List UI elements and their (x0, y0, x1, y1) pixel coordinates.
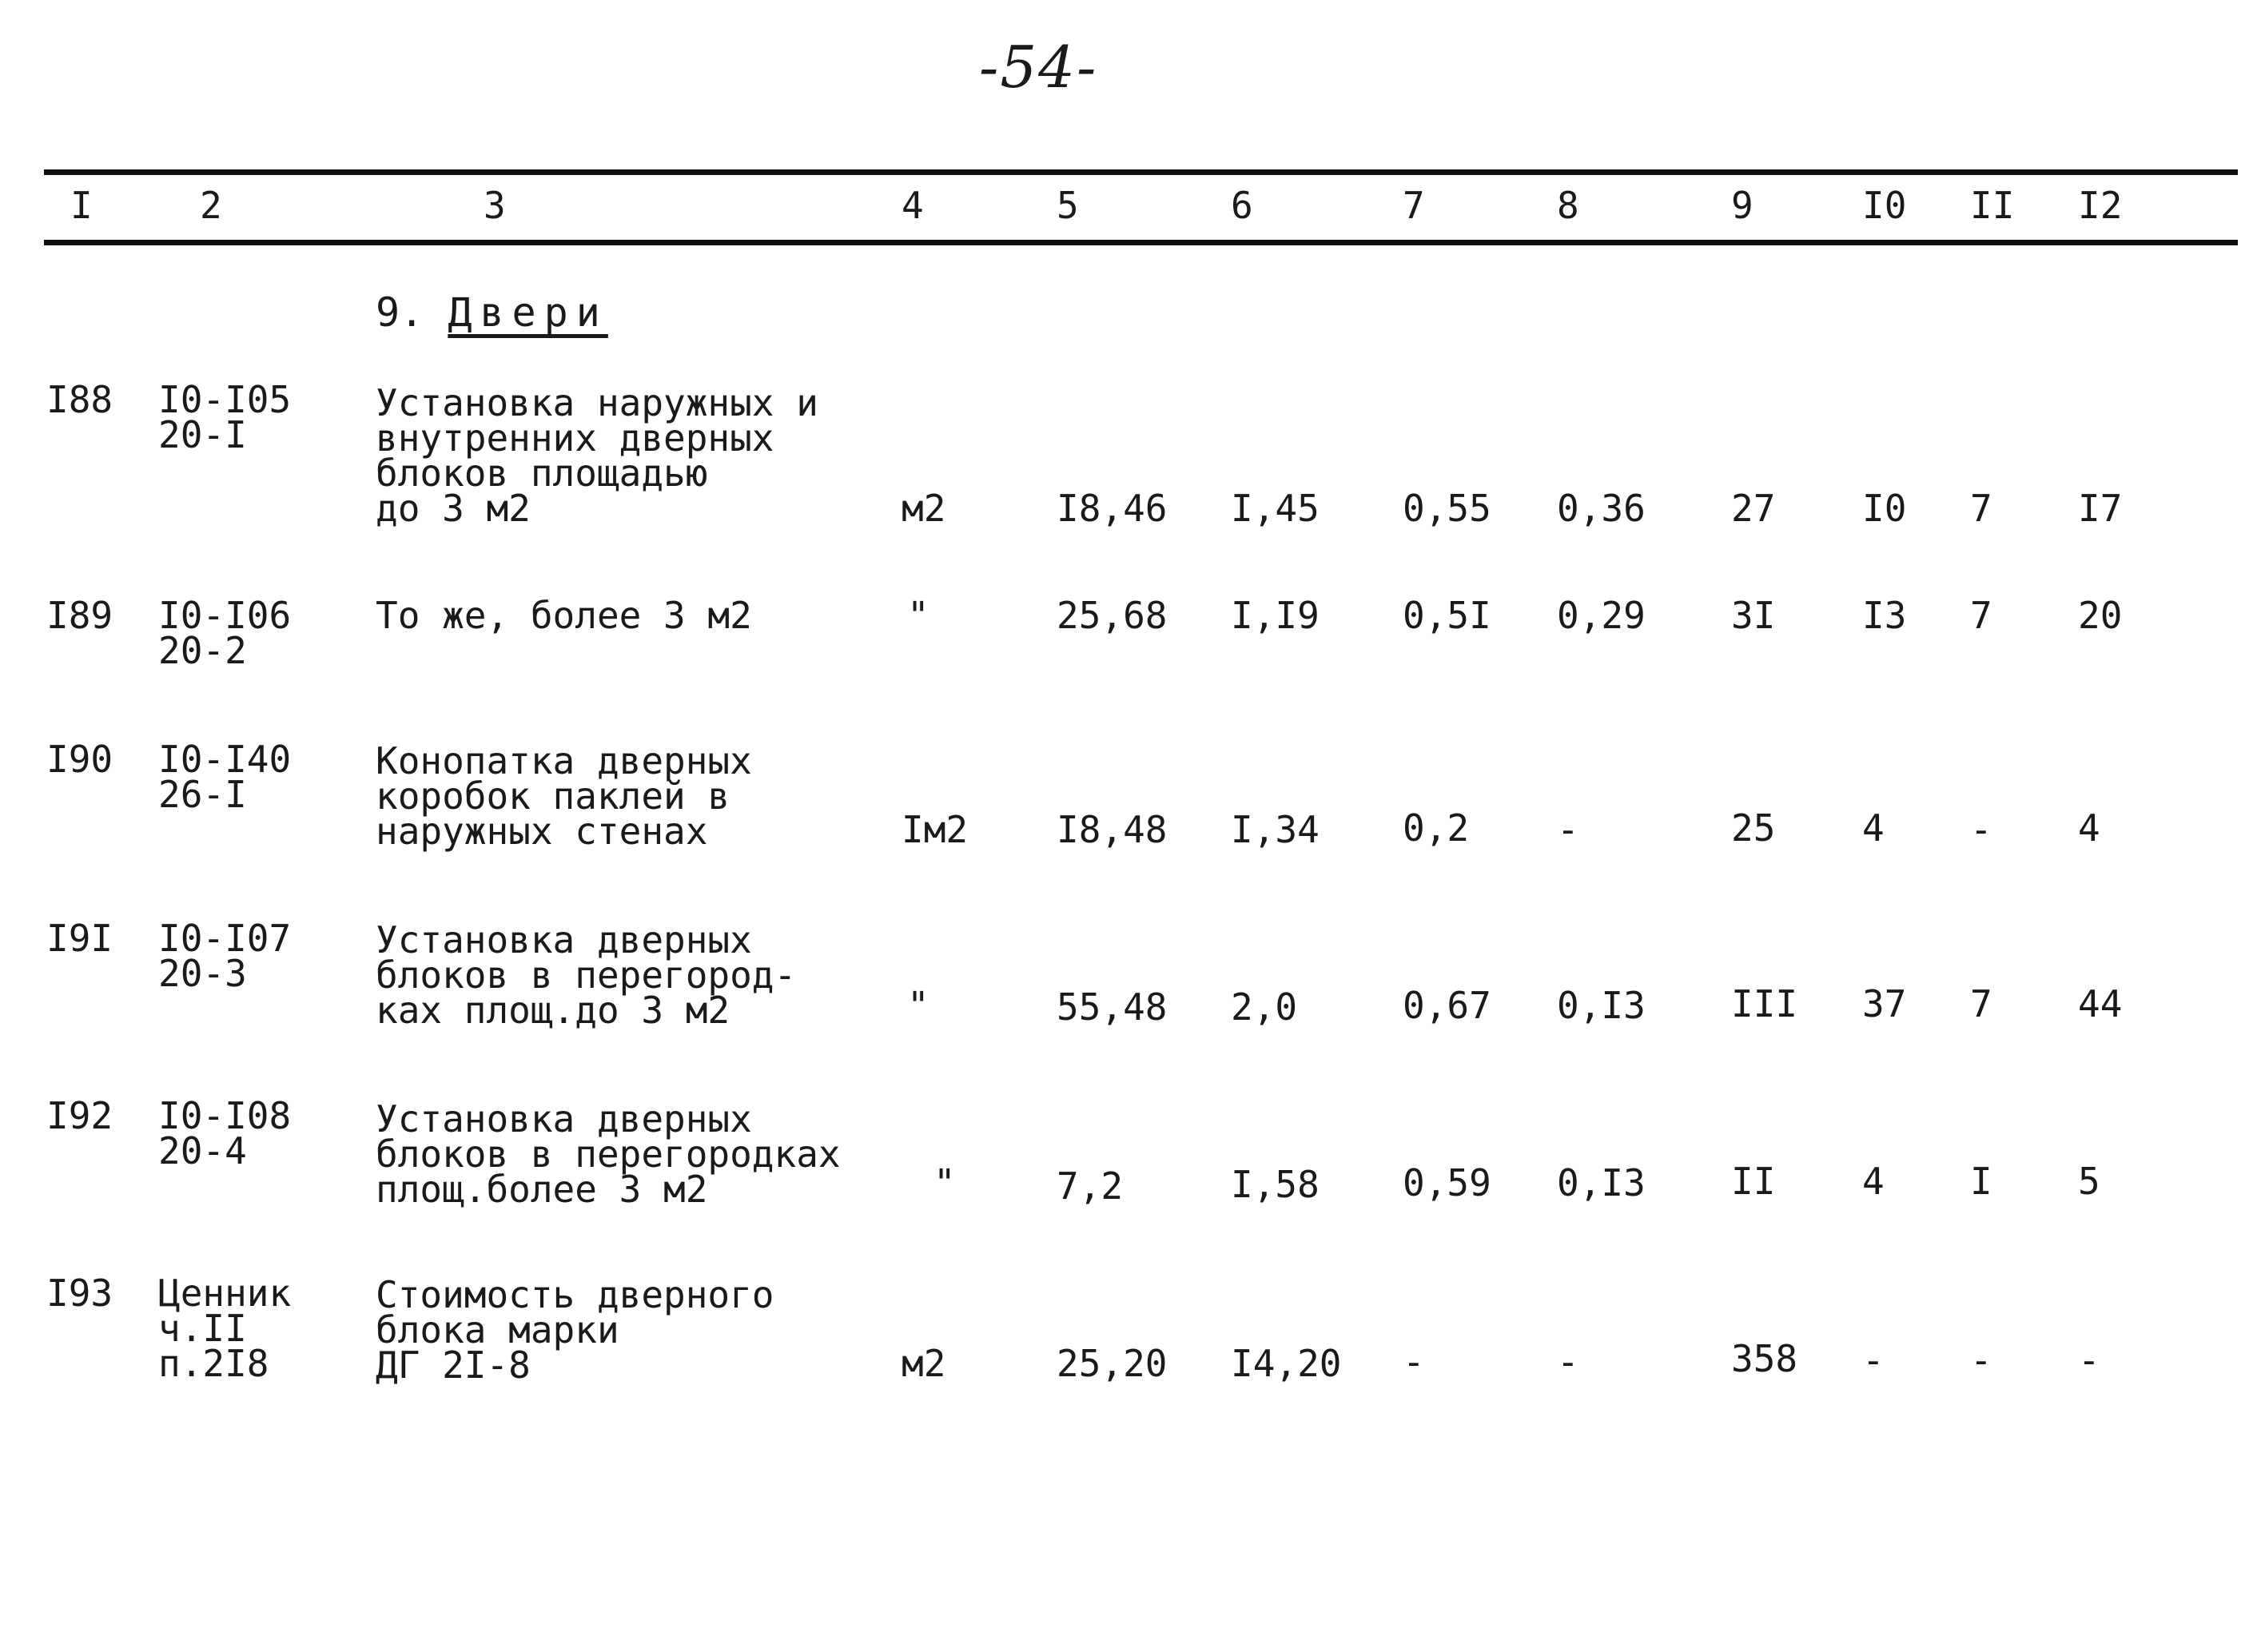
row-col5: 25,20 (1057, 1342, 1168, 1385)
row-col12: 44 (2078, 982, 2123, 1025)
row-col7: 0,2 (1403, 806, 1470, 850)
row-col5: I8,48 (1057, 808, 1168, 851)
column-header-5: 5 (1057, 184, 1079, 227)
row-col7: 0,67 (1403, 984, 1491, 1027)
row-unit: " (907, 984, 929, 1027)
row-col6: I,34 (1231, 808, 1320, 851)
row-description: То же, более 3 м2 (376, 594, 752, 637)
row-col7: 0,5I (1403, 594, 1491, 637)
row-col7: - (1403, 1340, 1425, 1383)
column-header-12: I2 (2078, 184, 2123, 227)
table-top-rule (44, 169, 2238, 175)
table-header-rule (44, 240, 2238, 245)
row-col11: I (1970, 1160, 1992, 1203)
row-col8: - (1557, 808, 1579, 851)
row-col6: I,45 (1231, 487, 1320, 530)
row-col8: - (1557, 1340, 1579, 1383)
column-header-11: II (1970, 184, 2015, 227)
row-description: Установка дверных блоков в перегородках площ.более 3 м2 (376, 1097, 841, 1211)
row-number: I93 (46, 1272, 113, 1315)
row-unit: Iм2 (902, 808, 969, 851)
row-col8: 0,I3 (1557, 1161, 1646, 1204)
page-number: -54- (979, 34, 1098, 101)
row-col10: 4 (1862, 806, 1885, 850)
row-col10: - (1862, 1339, 1885, 1382)
row-col5: 7,2 (1057, 1164, 1124, 1208)
row-col10: 4 (1862, 1160, 1885, 1203)
row-col6: I,I9 (1231, 594, 1320, 637)
row-col12: 4 (2078, 806, 2100, 850)
column-header-4: 4 (902, 184, 924, 227)
row-code: Ценник ч.II п.2I8 (158, 1272, 292, 1385)
row-col6: 2,0 (1231, 985, 1298, 1029)
section-title: Двери (448, 289, 608, 336)
row-col11: - (1970, 808, 1992, 851)
column-header-1: I (70, 184, 93, 227)
row-col7: 0,55 (1403, 487, 1491, 530)
row-number: I9I (46, 917, 113, 960)
row-col11: 7 (1970, 594, 1992, 637)
row-col9: 358 (1731, 1337, 1798, 1380)
row-number: I92 (46, 1094, 113, 1137)
row-code: I0-I40 26-I (158, 738, 292, 816)
section-number: 9. (376, 289, 424, 336)
column-header-3: 3 (484, 184, 506, 227)
row-col5: 55,48 (1057, 985, 1168, 1029)
column-header-8: 8 (1557, 184, 1579, 227)
row-col6: I,58 (1231, 1163, 1320, 1206)
row-number: I88 (46, 378, 113, 421)
row-col10: 37 (1862, 982, 1907, 1025)
column-header-6: 6 (1231, 184, 1253, 227)
column-header-2: 2 (200, 184, 222, 227)
row-col7: 0,59 (1403, 1161, 1491, 1204)
row-description: Установка наружных и внутренних дверных блоков площадью до 3 м2 (376, 381, 818, 530)
row-col11: 7 (1970, 487, 1992, 530)
row-col12: 20 (2078, 594, 2123, 637)
row-col9: 3I (1731, 594, 1776, 637)
row-col12: 5 (2078, 1160, 2100, 1203)
row-col12: - (2078, 1339, 2100, 1382)
row-col9: 27 (1731, 487, 1776, 530)
row-col8: 0,I3 (1557, 984, 1646, 1027)
row-col10: I0 (1862, 487, 1907, 530)
row-code: I0-I08 20-4 (158, 1094, 292, 1172)
row-col12: I7 (2078, 487, 2123, 530)
row-col11: - (1970, 1339, 1992, 1382)
row-number: I90 (46, 738, 113, 781)
row-number: I89 (46, 594, 113, 637)
row-col10: I3 (1862, 594, 1907, 637)
row-col5: 25,68 (1057, 594, 1168, 637)
row-unit: " (907, 594, 929, 637)
row-col11: 7 (1970, 982, 1992, 1025)
row-unit: м2 (902, 1342, 946, 1385)
row-col9: II (1731, 1160, 1776, 1203)
row-col5: I8,46 (1057, 487, 1168, 530)
column-header-9: 9 (1731, 184, 1753, 227)
row-code: I0-I07 20-3 (158, 917, 292, 995)
row-description: Установка дверных блоков в перегород- ках площ.до 3 м2 (376, 918, 797, 1032)
row-code: I0-I06 20-2 (158, 594, 292, 672)
column-header-7: 7 (1403, 184, 1425, 227)
row-description: Конопатка дверных коробок паклей в наружных стенах (376, 739, 752, 853)
row-unit: " (933, 1161, 956, 1204)
row-description: Стоимость дверного блока марки ДГ 2I-8 (376, 1273, 774, 1387)
row-code: I0-I05 20-I (158, 378, 292, 456)
column-header-10: I0 (1862, 184, 1907, 227)
row-col9: 25 (1731, 806, 1776, 850)
row-unit: м2 (902, 487, 946, 530)
row-col8: 0,29 (1557, 594, 1646, 637)
row-col9: III (1731, 982, 1798, 1025)
section-heading (376, 289, 608, 336)
row-col8: 0,36 (1557, 487, 1646, 530)
row-col6: I4,20 (1231, 1342, 1342, 1385)
